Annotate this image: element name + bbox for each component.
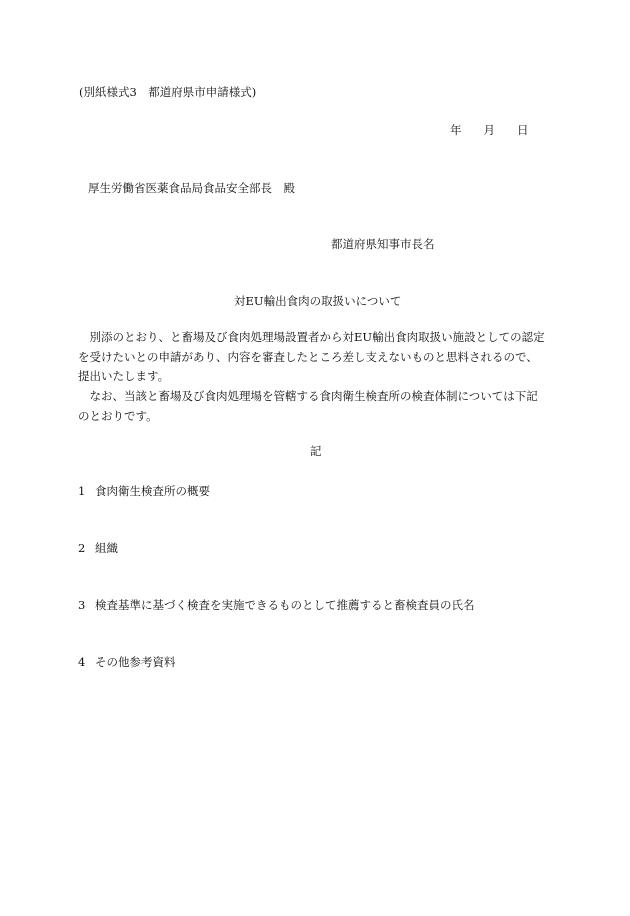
- list-item: [78, 486, 210, 498]
- body-line: なお、当該と畜場及び食肉処理場を管轄する食肉衛生検査所の検査体制については下記: [78, 389, 538, 403]
- date-day-label: 日: [517, 123, 529, 137]
- date-year-label: 年: [450, 123, 462, 137]
- list-item: [78, 543, 118, 555]
- item-number: 3: [78, 598, 86, 612]
- body-line: 提出いたします。: [78, 369, 170, 383]
- item-number: 4: [78, 655, 86, 669]
- item-text: 組織: [95, 541, 118, 555]
- list-item: [78, 657, 176, 669]
- item-text: 検査基準に基づく検査を実施できるものとして推薦すると畜検査員の氏名: [95, 598, 475, 612]
- item-text: その他参考資料: [95, 655, 176, 669]
- form-label: (別紙様式3 都道府県市申請様式): [79, 85, 257, 99]
- date-month-label: 月: [483, 123, 495, 137]
- body-paragraph-1: [78, 328, 560, 387]
- date-line: [450, 125, 529, 137]
- item-number: 1: [78, 484, 86, 498]
- list-item: [78, 600, 475, 612]
- ki-heading: 記: [310, 444, 322, 458]
- subject-title: 対EU輸出食肉の取扱いについて: [234, 294, 402, 308]
- addressee: 厚生労働省医薬食品局食品安全部長 殿: [88, 181, 295, 195]
- body-paragraph-2: [78, 387, 560, 426]
- sender-name: 都道府県知事市長名: [331, 237, 435, 251]
- body-line: のとおりです。: [78, 408, 158, 423]
- item-number: 2: [78, 541, 86, 555]
- item-text: 食肉衛生検査所の概要: [95, 484, 210, 498]
- body-line: 別添のとおり、と畜場及び食肉処理場設置者から対EU輸出食肉取扱い施設としての認定: [78, 330, 545, 344]
- body-line: を受けたいとの申請があり、内容を審査したところ差し支えないものと思料されるので、: [78, 349, 538, 364]
